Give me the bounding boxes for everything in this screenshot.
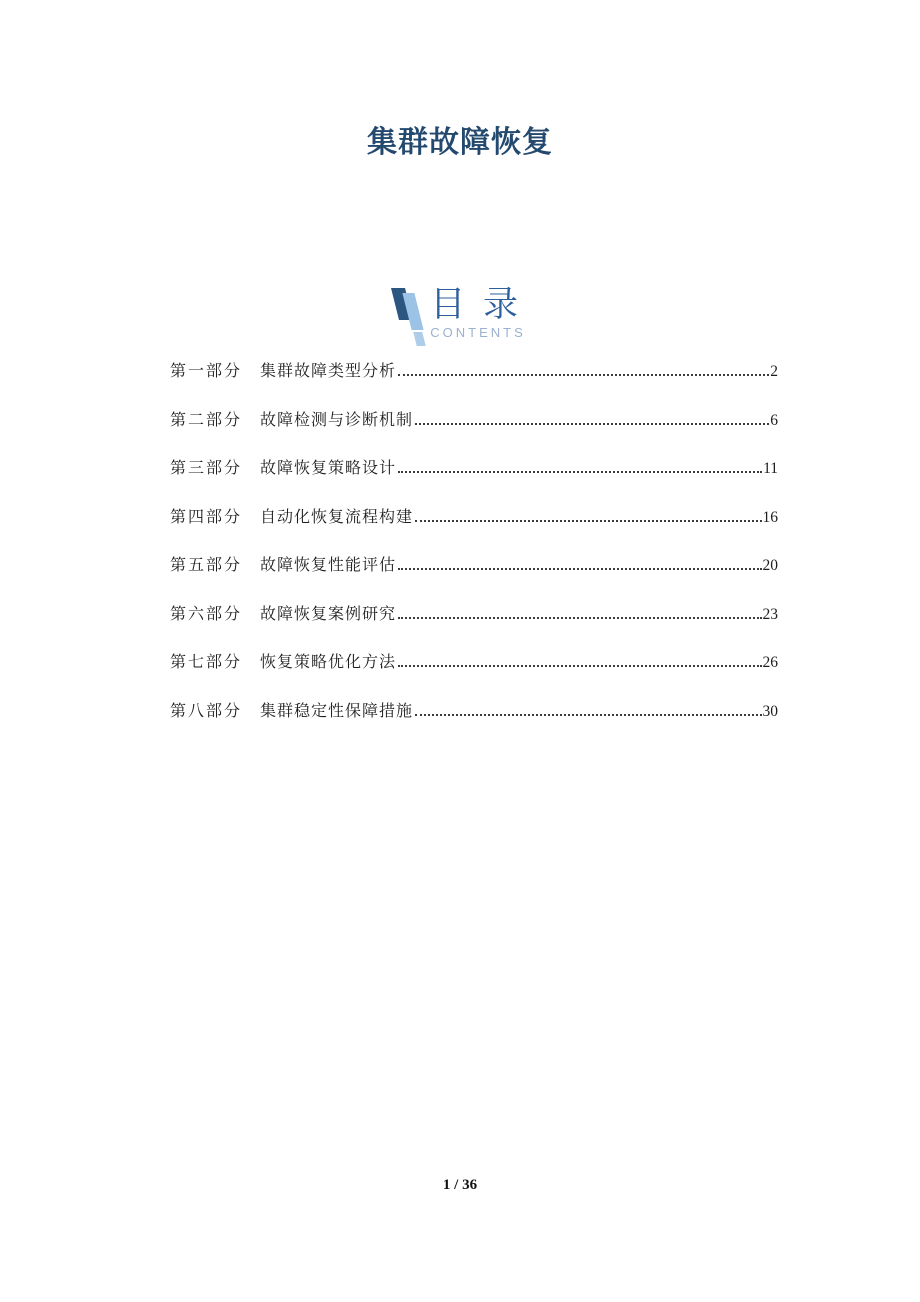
logo-tail-bar [414,332,426,346]
toc-part-label: 第五部分 [170,557,243,574]
toc-item-title: 集群故障类型分析 [260,363,397,380]
toc-part-label: 第二部分 [170,411,243,429]
toc-dotted-leader [398,617,761,619]
toc-part-label: 第一部分 [170,363,243,380]
toc-item-title: 故障恢复策略设计 [260,460,397,477]
toc-item-title: 自动化恢复流程构建 [260,508,414,526]
toc-entry-2[interactable] [170,407,778,456]
toc-dotted-leader [415,520,761,522]
toc-part-label: 第七部分 [170,654,243,671]
toc-page-number: 23 [762,605,778,623]
toc-dotted-leader [398,568,761,570]
toc-dotted-leader [415,423,769,425]
toc-dotted-leader [415,714,761,716]
toc-list [170,358,778,746]
toc-part-label: 第六部分 [170,605,243,623]
toc-page-number: 11 [763,460,778,477]
toc-page-number: 6 [770,411,778,429]
toc-part-label: 第四部分 [170,508,243,526]
toc-entry-5[interactable] [170,552,778,601]
toc-page-number: 20 [762,557,778,574]
toc-item-title: 恢复策略优化方法 [260,654,397,671]
toc-part-label: 第三部分 [170,460,243,477]
toc-header [0,285,912,349]
toc-item-title: 集群稳定性保障措施 [260,702,414,720]
toc-page-number: 30 [762,702,778,720]
toc-page-number: 2 [770,363,778,380]
toc-part-label: 第八部分 [170,702,243,720]
toc-item-title: 故障检测与诊断机制 [260,411,414,429]
toc-entry-4[interactable] [170,504,778,553]
toc-header-inner [386,285,526,349]
toc-entry-1[interactable] [170,358,778,407]
toc-entry-6[interactable] [170,601,778,650]
toc-entry-3[interactable] [170,455,778,504]
toc-dotted-leader [398,374,769,376]
toc-brush-stroke-icon [386,285,426,349]
document-title: 集群故障恢复 [367,126,553,159]
footer-page-indicator: 1 / 36 [442,1177,478,1193]
toc-heading-group [430,285,526,340]
toc-heading: 目 录 [430,285,522,324]
toc-dotted-leader [398,665,761,667]
toc-dotted-leader [398,471,762,473]
toc-entry-8[interactable] [170,698,778,747]
toc-entry-7[interactable] [170,649,778,698]
toc-item-title: 故障恢复案例研究 [260,605,397,623]
toc-page-number: 16 [762,508,778,526]
toc-subheading: CONTENTS [430,325,526,340]
toc-page-number: 26 [762,654,778,671]
toc-item-title: 故障恢复性能评估 [260,557,397,574]
